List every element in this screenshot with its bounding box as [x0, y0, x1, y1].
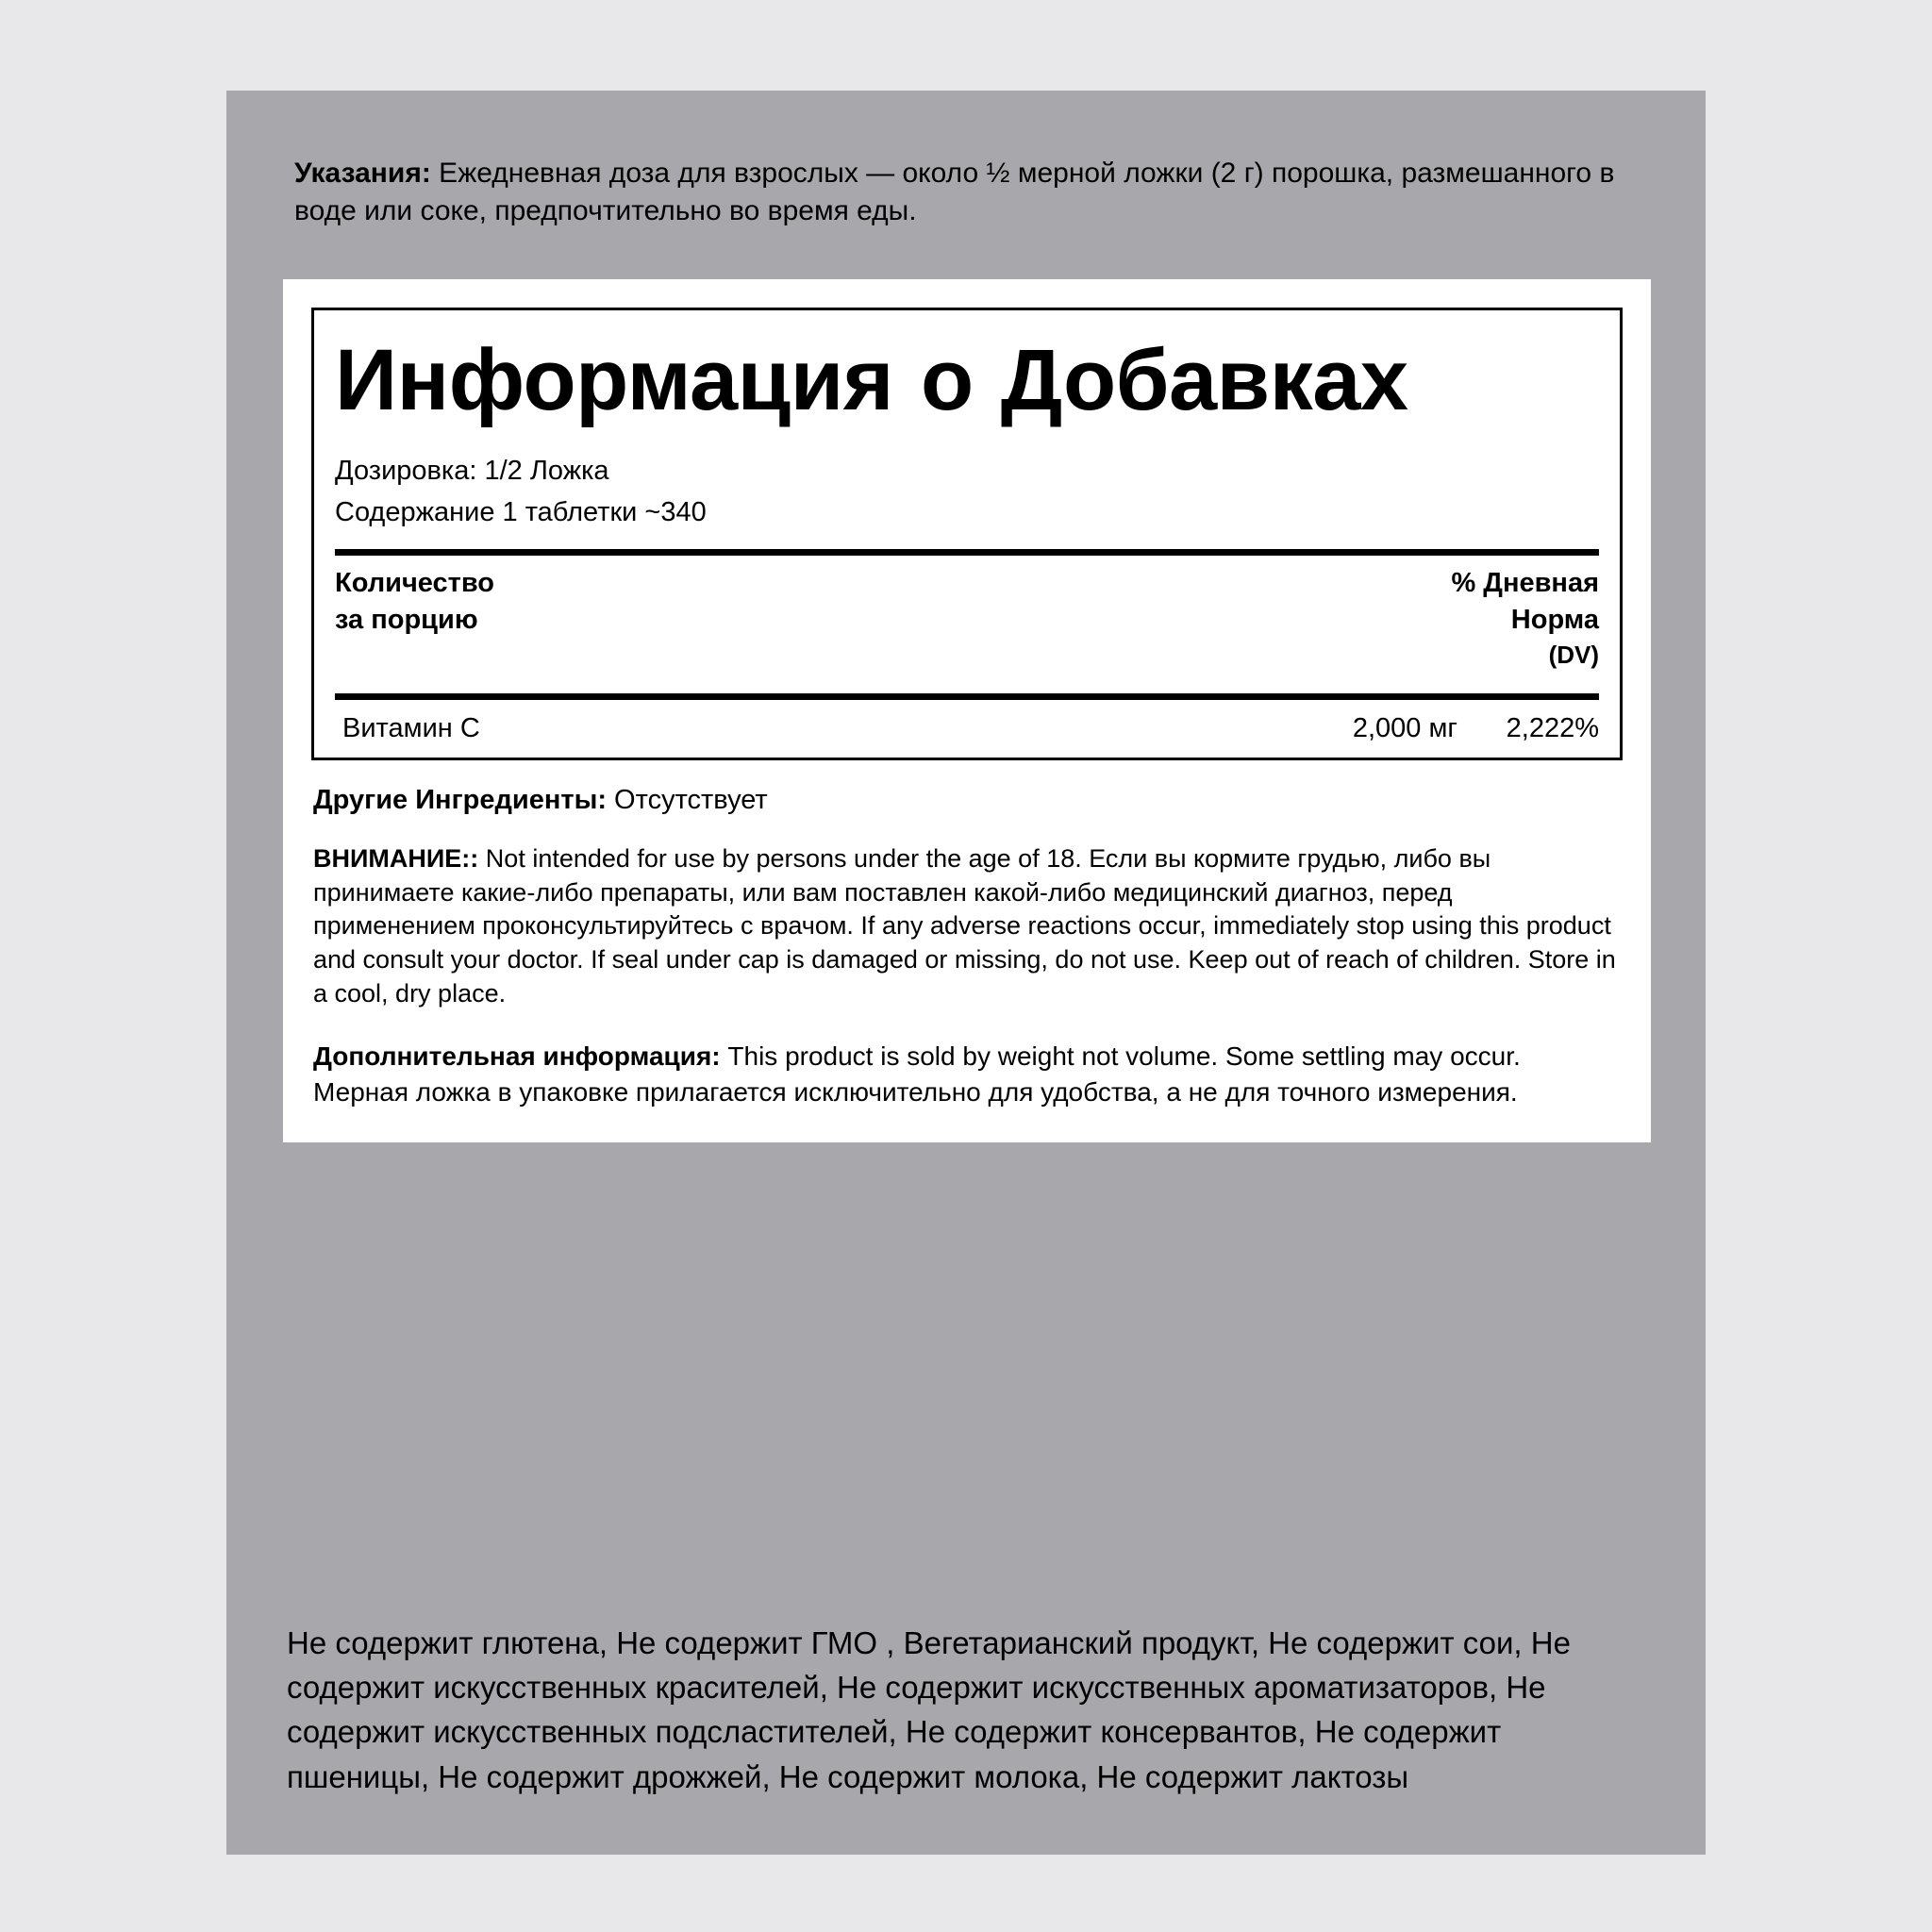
- warning-label: ВНИМАНИЕ::: [313, 844, 479, 874]
- other-ingredients-text: Отсутствует: [607, 785, 768, 816]
- label-page: [226, 91, 1706, 1855]
- additional-info-block: [313, 1039, 1621, 1110]
- facts-column-headers: [335, 556, 1599, 678]
- supplement-facts-title: Информация о Добавках: [335, 332, 1408, 428]
- dv-header-line2: Норма: [1510, 604, 1599, 635]
- servings-per-container: Содержание 1 таблетки ~340: [335, 497, 707, 528]
- warning-text: Not intended for use by persons under the age of 18. Если вы кормите грудью, либо вы принимаете какие-либо препараты, или вам поставлен какой-либо медицинский диагноз, перед применением проконсультируйтесь с врачом. If any adverse reactions occur, immediately stop using this product and consult your doctor. If seal under cap is damaged or missing, do not use. Keep out of reach of children. Store in a cool, dry place.: [313, 844, 1616, 1008]
- nutrient-name: Витамин C: [342, 713, 480, 744]
- divider-thick-top: [335, 549, 1599, 556]
- supplement-panel: [283, 279, 1651, 1142]
- other-ingredients-label: Другие Ингредиенты:: [313, 785, 607, 816]
- nutrient-daily-value: 2,222%: [1506, 713, 1599, 744]
- directions-text: Ежедневная доза для взрослых — около ½ мерной ложки (2 г) порошка, размешанного в воде или соке, предпочтительно во время еды.: [294, 158, 1615, 226]
- free-from-claims: Не содержит глютена, Не содержит ГМО , Вегетарианский продукт, Не содержит сои, Не содержит искусственных красителей, Не содержит искусственных ароматизаторов, Не содержит искусственных подсластителей, Не содержит консервантов, Не содержит пшеницы, Не содержит дрожжей, Не содержит молока, Не содержит лактозы: [287, 1625, 1571, 1794]
- directions-block: [294, 155, 1634, 230]
- additional-info-text: This product is sold by weight not volume. Some settling may occur. Мерная ложка в упаковке прилагается исключительно для удобства, а не для точного измерения.: [313, 1041, 1521, 1108]
- nutrient-amount: 2,000 мг: [1352, 713, 1457, 744]
- dv-header-line1: % Дневная: [1451, 568, 1599, 599]
- dv-header-line3: (DV): [1548, 640, 1599, 669]
- daily-value-header: [1451, 565, 1599, 671]
- directions-label: Указания:: [294, 158, 431, 189]
- warning-block: [313, 842, 1621, 1010]
- amount-per-serving-header: [335, 565, 494, 638]
- other-ingredients-block: [313, 785, 1621, 816]
- amount-header-line2: за порцию: [335, 604, 478, 635]
- divider-thick-bottom: [335, 693, 1599, 700]
- supplement-facts-box: [311, 308, 1623, 760]
- table-row: [335, 700, 1599, 758]
- additional-info-label: Дополнительная информация:: [313, 1041, 721, 1072]
- amount-header-line1: Количество: [335, 568, 495, 599]
- serving-size: Дозировка: 1/2 Ложка: [335, 455, 609, 486]
